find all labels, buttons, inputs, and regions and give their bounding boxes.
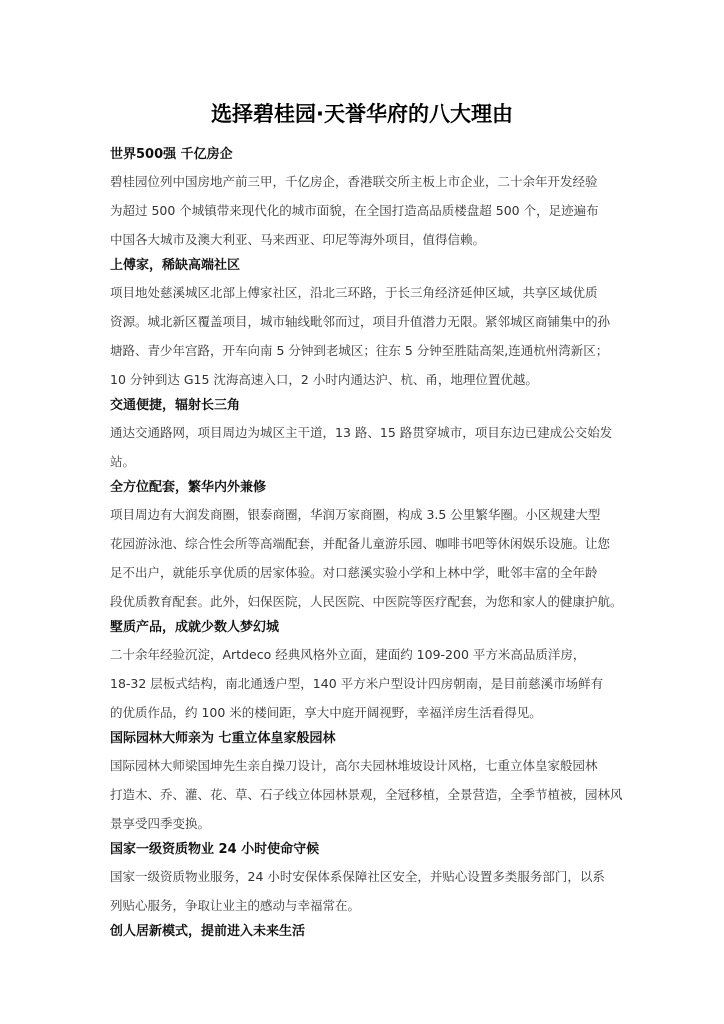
section-heading: 全方位配套，繁华内外兼修 bbox=[110, 480, 267, 495]
section-heading: 墅质产品，成就少数人梦幻城 bbox=[110, 620, 280, 635]
section bbox=[110, 616, 630, 727]
paragraph-line: 国家一级资质物业服务，24 小时安保体系保障社区安全，并贴心设置多类服务部门，以系 bbox=[110, 869, 605, 884]
document-body bbox=[110, 143, 630, 944]
section bbox=[110, 143, 630, 254]
paragraph-line: 10 分钟到达 G15 沈海高速入口，2 小时内通达沪、杭、甬，地理位置优越。 bbox=[110, 372, 538, 387]
paragraph-line: 资源。城北新区覆盖项目，城市轴线毗邻而过，项目升值潜力无限。紧邻城区商铺集中的孙 bbox=[110, 314, 611, 329]
section bbox=[110, 394, 630, 476]
paragraph-line: 足不出户，就能乐享优质的居家体验。对口慈溪实验小学和上林中学，毗邻丰富的全年龄 bbox=[110, 565, 598, 580]
paragraph-line: 国际园林大师梁国坤先生亲自操刀设计，高尔夫园林堆坡设计风格，七重立体皇家般园林 bbox=[110, 758, 598, 773]
document-title: 选择碧桂园·天誉华府的八大理由 bbox=[211, 102, 513, 126]
paragraph-line: 碧桂园位列中国房地产前三甲，千亿房企，香港联交所主板上市企业，二十余年开发经验 bbox=[110, 174, 598, 189]
paragraph-line: 打造木、乔、灌、花、草、石子线立体园林景观，全冠移植，全景营造，全季节植被，园林风 bbox=[110, 787, 623, 802]
paragraph-line: 项目周边有大润发商圈，银泰商圈，华润万家商圈，构成 3.5 公里繁华圈。小区规建大型 bbox=[110, 507, 601, 522]
section-heading: 上傅家，稀缺高端社区 bbox=[110, 258, 241, 273]
section-heading: 创人居新模式，提前进入未来生活 bbox=[110, 924, 306, 939]
paragraph-line: 18-32 层板式结构，南北通透户型，140 平方米户型设计四房朝南，是目前慈溪市场鲜有 bbox=[110, 676, 604, 691]
section-heading: 交通便捷，辐射长三角 bbox=[110, 398, 241, 413]
paragraph-line: 二十余年经验沉淀，Artdeco 经典风格外立面，建面约 109-200 平方米高品质洋房， bbox=[110, 647, 586, 662]
paragraph-line: 景享受四季变换。 bbox=[110, 816, 211, 831]
paragraph-line: 的优质作品，约 100 米的楼间距，享大中庭开阔视野，幸福洋房生活看得见。 bbox=[110, 705, 542, 720]
paragraph-line: 通达交通路网，项目周边为城区主干道，13 路、15 路贯穿城市，项目东边已建成公交始发 bbox=[110, 425, 613, 440]
paragraph-line: 塘路、青少年宫路，开车向南 5 分钟到老城区；往东 5 分钟至胜陆高架,连通杭州湾新区； bbox=[110, 343, 609, 358]
section bbox=[110, 727, 630, 838]
paragraph-line: 花园游泳池、综合性会所等高端配套，并配备儿童游乐园、咖啡书吧等休闲娱乐设施。让您 bbox=[110, 536, 611, 551]
section bbox=[110, 838, 630, 920]
paragraph-line: 段优质教育配套。此外，妇保医院，人民医院、中医院等医疗配套，为您和家人的健康护航。 bbox=[110, 594, 623, 609]
paragraph-line: 列贴心服务，争取让业主的感动与幸福常在。 bbox=[110, 898, 361, 913]
section bbox=[110, 476, 630, 616]
section bbox=[110, 254, 630, 394]
section-heading: 国际园林大师亲为 七重立体皇家般园林 bbox=[110, 731, 336, 746]
paragraph-line: 中国各大城市及澳大利亚、马来西亚、印尼等海外项目，值得信赖。 bbox=[110, 232, 486, 247]
section-heading: 国家一级资质物业 24 小时使命守候 bbox=[110, 842, 320, 857]
paragraph-line: 项目地处慈溪城区北部上傅家社区，沿北三环路，于长三角经济延伸区域，共享区域优质 bbox=[110, 285, 598, 300]
paragraph-line: 为超过 500 个城镇带来现代化的城市面貌，在全国打造高品质楼盘超 500 个，足迹遍布 bbox=[110, 203, 599, 218]
section-heading: 世界500强 千亿房企 bbox=[110, 147, 233, 162]
section bbox=[110, 920, 630, 944]
paragraph-line: 站。 bbox=[110, 454, 136, 469]
